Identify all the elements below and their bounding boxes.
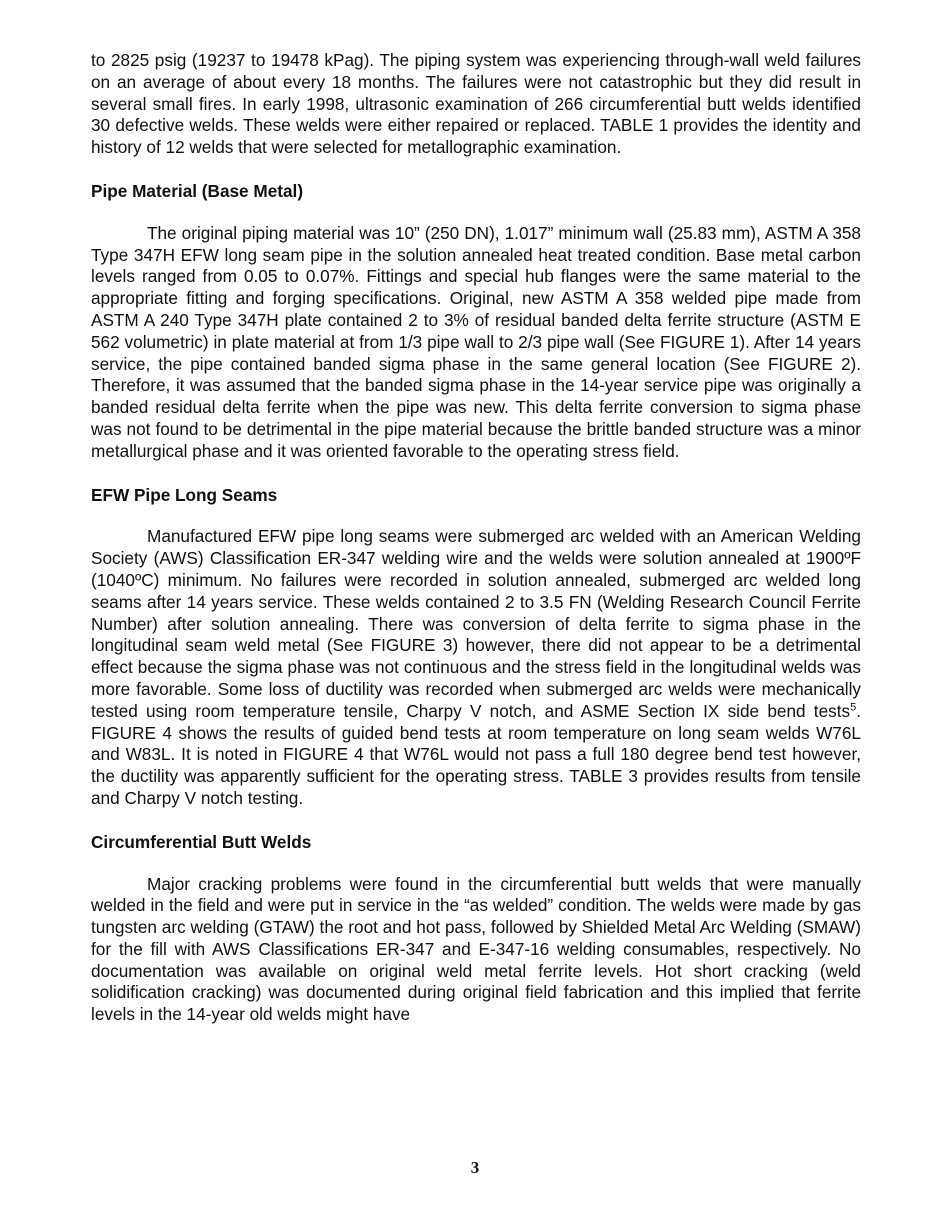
efw-paragraph <box>91 526 861 809</box>
pipe-material-paragraph: The original piping material was 10” (250 DN), 1.017” minimum wall (25.83 mm), ASTM A 358 Type 347H EFW long seam pipe in the solution annealed heat treated condition. Base metal carbon levels ranged from 0.05 to 0.07%. Fittings and special hub flanges were the same material to the appropriate fitting and forging specifications. Original, new ASTM A 358 welded pipe made from ASTM A 240 Type 347H plate contained 2 to 3% of residual banded delta ferrite structure (ASTM E 562 volumetric) in plate material at from 1/3 pipe wall to 2/3 pipe wall (See FIGURE 1). After 14 years service, the pipe contained banded sigma phase in the same general location (See FIGURE 2). Therefore, it was assumed that the banded sigma phase in the 14-year service pipe was originally a banded residual delta ferrite when the pipe was new. This delta ferrite conversion to sigma phase was not found to be detrimental in the pipe material because the brittle banded structure was a minor metallurgical phase and it was oriented favorable to the operating stress field. <box>91 222 861 461</box>
efw-paragraph-part1: Manufactured EFW pipe long seams were submerged arc welded with an American Welding Society (AWS) Classification ER-347 welding wire and the welds were solution annealed at 1900ºF (1040ºC) minimum. No failures were recorded in solution annealed, submerged arc welded long seams after 14 years service. These welds contained 2 to 3.5 FN (Welding Research Council Ferrite Number) after solution annealing. There was conversion of delta ferrite to sigma phase in the longitudinal seam weld metal (See FIGURE 3) however, there did not appear to be a detrimental effect because the sigma phase was not continuous and the stress field in the longitudinal welds was more favorable. Some loss of ductility was recorded when submerged arc welds were mechanically tested using room temperature tensile, Charpy V notch, and ASME Section IX side bend tests <box>91 526 861 721</box>
efw-paragraph-part2: . FIGURE 4 shows the results of guided bend tests at room temperature on long seam welds W76L and W83L. It is noted in FIGURE 4 that W76L would not pass a full 180 degree bend test however, the ductility was apparently sufficient for the operating stress. TABLE 3 provides results from tensile and Charpy V notch testing. <box>91 700 861 808</box>
circumferential-paragraph: Major cracking problems were found in the circumferential butt welds that were manually welded in the field and were put in service in the “as welded” condition. The welds were made by gas tungsten arc welding (GTAW) the root and hot pass, followed by Shielded Metal Arc Welding (SMAW) for the fill with AWS Classifications ER-347 and E-347-16 welding consumables, respectively. No documentation was available on original weld metal ferrite levels. Hot short cracking (weld solidification cracking) was documented during original field fabrication and this implied that ferrite levels in the 14-year old welds might have <box>91 873 861 1025</box>
reference-superscript: 5 <box>850 700 857 713</box>
pipe-material-heading: Pipe Material (Base Metal) <box>91 180 304 201</box>
page-number: 3 <box>470 1158 480 1177</box>
circumferential-heading: Circumferential Butt Welds <box>91 831 312 852</box>
document-page <box>91 50 861 1026</box>
intro-paragraph: to 2825 psig (19237 to 19478 kPag). The piping system was experiencing through-wall weld failures on an average of about every 18 months. The failures were not catastrophic but they did result in several small fires. In early 1998, ultrasonic examination of 266 circumferential butt welds identified 30 defective welds. These welds were either repaired or replaced. TABLE 1 provides the identity and history of 12 welds that were selected for metallographic examination. <box>91 50 861 158</box>
efw-heading: EFW Pipe Long Seams <box>91 484 278 505</box>
